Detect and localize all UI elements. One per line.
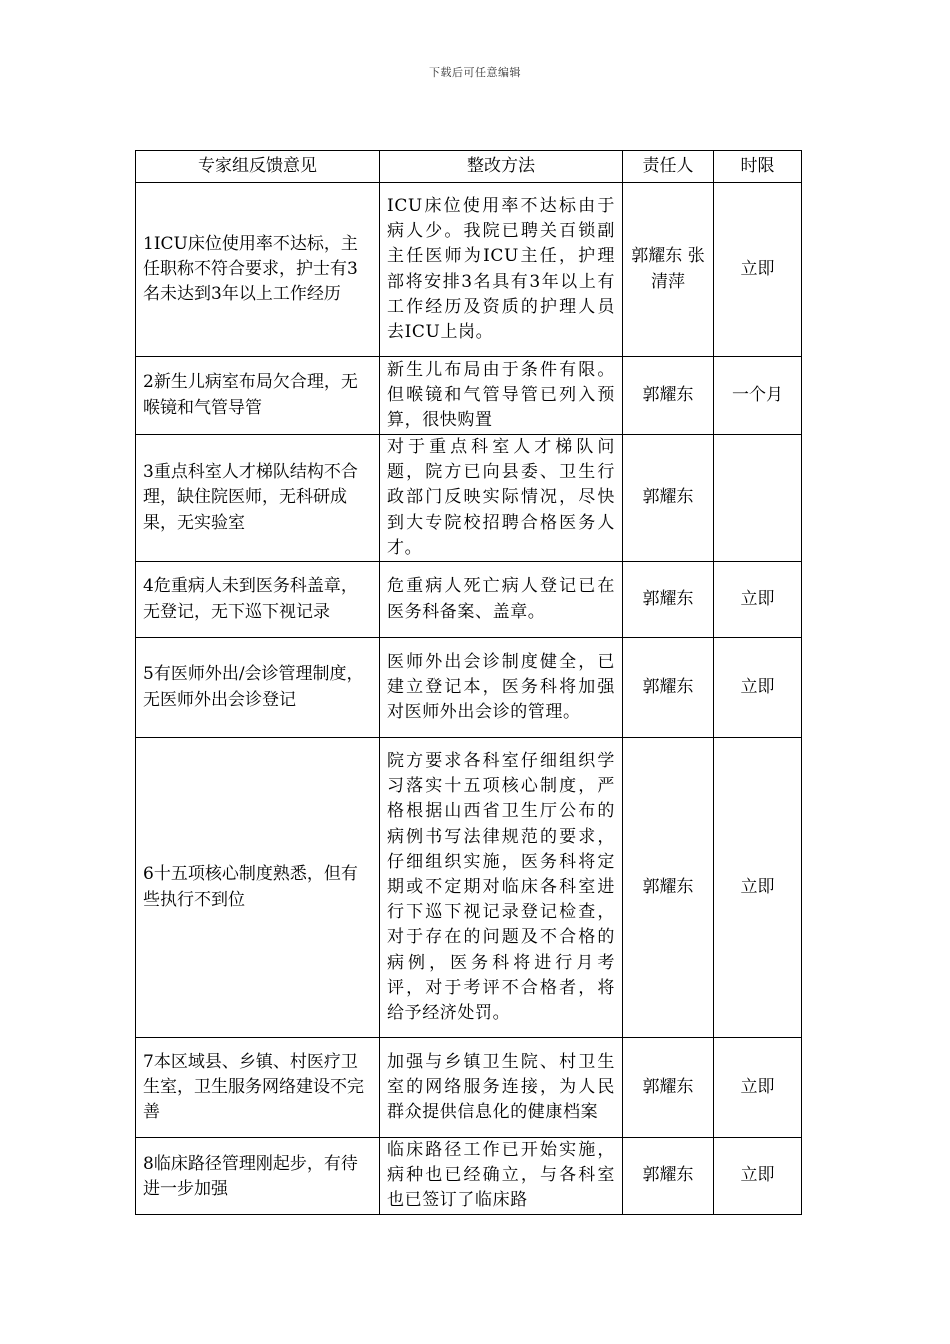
column-header-limit: 时限 <box>714 151 802 183</box>
issue-cell: 4危重病人未到医务科盖章，无登记，无下巡下视记录 <box>136 562 380 638</box>
owner-cell: 郭耀东 <box>623 435 714 562</box>
limit-cell: 立即 <box>714 738 802 1038</box>
issue-cell: 6十五项核心制度熟悉，但有些执行不到位 <box>136 738 380 1038</box>
table-row <box>136 357 802 435</box>
issue-cell: 3重点科室人才梯队结构不合理，缺住院医师，无科研成果，无实验室 <box>136 435 380 562</box>
method-cell: 临床路径工作已开始实施，病种也已经确立，与各科室也已签订了临床路 <box>380 1138 623 1215</box>
method-cell: 院方要求各科室仔细组织学习落实十五项核心制度，严格根据山西省卫生厅公布的病例书写法律规范的要求，仔细组织实施，医务科将定期或不定期对临床各科室进行下巡下视记录登记检查，对于存在的问题及不合格的病例，医务科将进行月考评，对于考评不合格者，将给予经济处罚。 <box>380 738 623 1038</box>
table-row <box>136 435 802 562</box>
limit-cell: 立即 <box>714 638 802 738</box>
issue-cell: 8临床路径管理刚起步，有待进一步加强 <box>136 1138 380 1215</box>
owner-cell: 郭耀东 <box>623 562 714 638</box>
limit-cell: 立即 <box>714 1138 802 1215</box>
issue-cell: 2新生儿病室布局欠合理，无喉镜和气管导管 <box>136 357 380 435</box>
limit-cell <box>714 435 802 562</box>
page-header: 下载后可任意编辑 <box>429 66 521 79</box>
column-header-method: 整改方法 <box>380 151 623 183</box>
table-row <box>136 562 802 638</box>
table-row <box>136 1138 802 1215</box>
method-cell: 医师外出会诊制度健全，已建立登记本，医务科将加强对医师外出会诊的管理。 <box>380 638 623 738</box>
column-header-feedback: 专家组反馈意见 <box>136 151 380 183</box>
limit-cell: 立即 <box>714 1038 802 1138</box>
feedback-table <box>135 150 802 1215</box>
owner-cell: 郭耀东 <box>623 638 714 738</box>
limit-cell: 一个月 <box>714 357 802 435</box>
owner-cell: 郭耀东 张清萍 <box>623 183 714 357</box>
method-cell: 对于重点科室人才梯队问题，院方已向县委、卫生行政部门反映实际情况，尽快到大专院校招聘合格医务人才。 <box>380 435 623 562</box>
limit-cell: 立即 <box>714 562 802 638</box>
table-header-row <box>136 151 802 183</box>
issue-cell: 1ICU床位使用率不达标，主任职称不符合要求，护士有3名未达到3年以上工作经历 <box>136 183 380 357</box>
issue-cell: 5有医师外出/会诊管理制度，无医师外出会诊登记 <box>136 638 380 738</box>
issue-cell: 7本区域县、乡镇、村医疗卫生室，卫生服务网络建设不完善 <box>136 1038 380 1138</box>
owner-cell: 郭耀东 <box>623 738 714 1038</box>
owner-cell: 郭耀东 <box>623 1038 714 1138</box>
table-row <box>136 638 802 738</box>
table-row <box>136 738 802 1038</box>
table-row <box>136 1038 802 1138</box>
table-row <box>136 183 802 357</box>
owner-cell: 郭耀东 <box>623 1138 714 1215</box>
method-cell: 新生儿布局由于条件有限。但喉镜和气管导管已列入预算，很快购置 <box>380 357 623 435</box>
method-cell: 危重病人死亡病人登记已在医务科备案、盖章。 <box>380 562 623 638</box>
limit-cell: 立即 <box>714 183 802 357</box>
method-cell: ICU床位使用率不达标由于病人少。我院已聘关百锁副主任医师为ICU主任，护理部将安排3名具有3年以上有工作经历及资质的护理人员去ICU上岗。 <box>380 183 623 357</box>
column-header-owner: 责任人 <box>623 151 714 183</box>
owner-cell: 郭耀东 <box>623 357 714 435</box>
method-cell: 加强与乡镇卫生院、村卫生室的网络服务连接，为人民群众提供信息化的健康档案 <box>380 1038 623 1138</box>
